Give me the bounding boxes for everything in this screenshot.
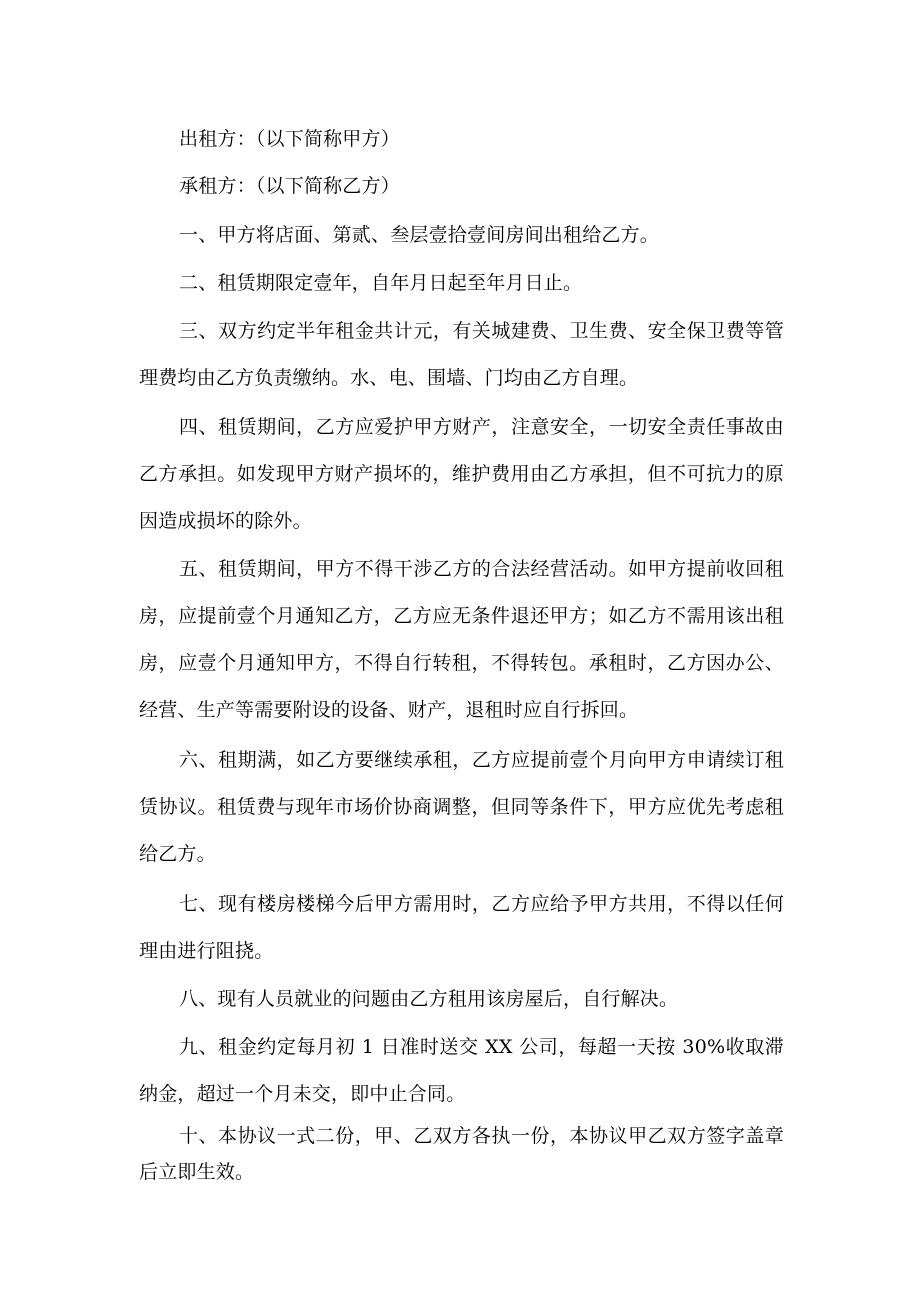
paragraph-clause-10: 十、本协议一式二份，甲、乙双方各执一份，本协议甲乙双方签字盖章后立即生效。	[139, 1125, 784, 1183]
paragraph-clause-6: 六、租期满，如乙方要继续承租，乙方应提前壹个月向甲方申请续订租赁协议。租赁费与现年市场价协商调整，但同等条件下，甲方应优先考虑租给乙方。	[139, 749, 784, 865]
paragraph-clause-2: 二、租赁期限定壹年，自年月日起至年月日止。	[179, 272, 583, 294]
paragraph-clause-5: 五、租赁期间，甲方不得干涉乙方的合法经营活动。如甲方提前收回租房，应提前壹个月通知乙方，乙方应无条件退还甲方；如乙方不需用该出租房，应壹个月通知甲方，不得自行转租，不得转包。承租时，乙方因办公、经营、生产等需要附设的设备、财产，退租时应自行拆回。	[139, 558, 784, 721]
paragraph-clause-9: 九、租金约定每月初 1 日准时送交 XX 公司，每超一天按 30%收取滞纳金，超过一个月未交，即中止合同。	[139, 1036, 784, 1105]
paragraph-clause-7: 七、现有楼房楼梯今后甲方需用时，乙方应给予甲方共用，不得以任何理由进行阻挠。	[139, 893, 784, 962]
paragraph-clause-1: 一、甲方将店面、第贰、叁层壹拾壹间房间出租给乙方。	[179, 224, 660, 246]
paragraph-lessee: 承租方：（以下简称乙方）	[179, 175, 400, 197]
paragraph-clause-4: 四、租赁期间，乙方应爱护甲方财产，注意安全，一切安全责任事故由乙方承担。如发现甲方财产损坏的，维护费用由乙方承担，但不可抗力的原因造成损坏的除外。	[139, 416, 784, 532]
paragraph-clause-3: 三、双方约定半年租金共计元，有关城建费、卫生费、安全保卫费等管理费均由乙方负责缴纳。水、电、围墙、门均由乙方自理。	[139, 320, 784, 389]
paragraph-lessor: 出租方：（以下简称甲方）	[179, 128, 400, 150]
paragraph-clause-8: 八、现有人员就业的问题由乙方租用该房屋后，自行解决。	[179, 988, 679, 1010]
